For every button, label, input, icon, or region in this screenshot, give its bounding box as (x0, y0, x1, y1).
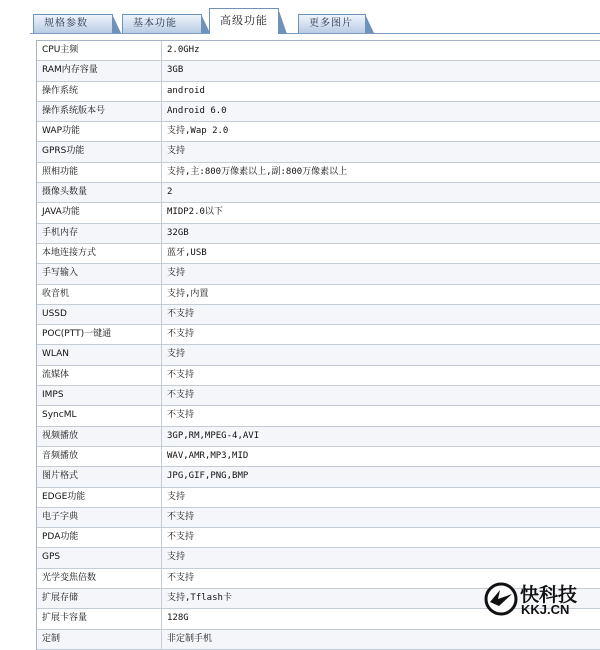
tab-more-pictures[interactable]: 更多图片 (298, 14, 366, 33)
spec-key: 视频播放 (37, 427, 162, 446)
spec-key: WLAN (37, 345, 162, 364)
spec-value: android (167, 85, 205, 96)
spec-value: 不支持 (167, 308, 195, 319)
tab-advanced-features[interactable]: 高级功能 (209, 8, 279, 34)
spec-key: GPS (37, 548, 162, 567)
spec-value: 非定制手机 (167, 633, 213, 644)
table-row (37, 82, 600, 102)
spec-value: 支持 (167, 349, 186, 360)
table-row (37, 508, 600, 528)
spec-key: 图片格式 (37, 467, 162, 486)
table-row (37, 224, 600, 244)
kkj-bird-logo-icon (484, 582, 518, 616)
spec-key: 流媒体 (37, 366, 162, 385)
spec-value: 2 (167, 187, 173, 198)
spec-key: 光学变焦倍数 (37, 569, 162, 588)
table-row (37, 41, 600, 61)
table-row (37, 163, 600, 183)
spec-value: 32GB (167, 227, 189, 238)
table-row (37, 488, 600, 508)
tab-specs[interactable]: 规格参数 (33, 14, 113, 33)
table-row (37, 366, 600, 386)
tab-basic-features[interactable]: 基本功能 (122, 14, 202, 33)
spec-table (36, 40, 600, 650)
spec-value: 不支持 (167, 369, 195, 380)
table-row (37, 630, 600, 650)
spec-value: 支持 (167, 268, 186, 279)
table-row (37, 244, 600, 264)
spec-key: JAVA功能 (37, 203, 162, 222)
spec-key: 收音机 (37, 285, 162, 304)
spec-key: 操作系统 (37, 82, 162, 101)
tab-bar (0, 0, 600, 35)
spec-value: 128G (167, 613, 189, 624)
table-row (37, 325, 600, 345)
spec-value: 支持,Tflash卡 (167, 593, 232, 604)
watermark-brand: 快科技 (520, 584, 578, 606)
spec-key: 音频播放 (37, 447, 162, 466)
spec-value: 不支持 (167, 532, 195, 543)
spec-key: EDGE功能 (37, 488, 162, 507)
spec-key: WAP功能 (37, 122, 162, 141)
table-row (37, 142, 600, 162)
spec-value: 不支持 (167, 390, 195, 401)
spec-key: CPU主频 (37, 41, 162, 60)
watermark (484, 580, 594, 620)
table-row (37, 183, 600, 203)
spec-key: 手机内存 (37, 224, 162, 243)
spec-value: 不支持 (167, 410, 195, 421)
watermark-url: KKJ.CN (521, 602, 570, 617)
spec-key: 手写输入 (37, 264, 162, 283)
spec-key: 本地连接方式 (37, 244, 162, 263)
spec-value: 支持,内置 (167, 288, 209, 299)
spec-value: WAV,AMR,MP3,MID (167, 450, 249, 461)
spec-value: 不支持 (167, 329, 195, 340)
table-row (37, 427, 600, 447)
spec-key: GPRS功能 (37, 142, 162, 161)
spec-key: USSD (37, 305, 162, 324)
spec-value: 蓝牙,USB (167, 247, 207, 258)
spec-value: 不支持 (167, 511, 195, 522)
table-row (37, 386, 600, 406)
spec-value: 支持 (167, 491, 186, 502)
spec-key: POC(PTT)一键通 (37, 325, 162, 344)
table-row (37, 447, 600, 467)
spec-value: Android 6.0 (167, 105, 227, 116)
table-row (37, 203, 600, 223)
spec-key: 电子字典 (37, 508, 162, 527)
table-row (37, 406, 600, 426)
spec-value: 支持,主:800万像素以上,副:800万像素以上 (167, 166, 348, 177)
table-row (37, 305, 600, 325)
spec-key: 操作系统版本号 (37, 102, 162, 121)
spec-value: 3GB (167, 65, 184, 76)
spec-value: JPG,GIF,PNG,BMP (167, 471, 249, 482)
spec-value: 支持 (167, 552, 186, 563)
table-row (37, 345, 600, 365)
spec-value: MIDP2.0以下 (167, 207, 223, 218)
spec-key: 扩展卡容量 (37, 609, 162, 628)
spec-value: 2.0GHz (167, 45, 200, 55)
spec-key: 照相功能 (37, 163, 162, 182)
spec-key: 定制 (37, 630, 162, 649)
table-row (37, 285, 600, 305)
spec-key: PDA功能 (37, 528, 162, 547)
table-row (37, 467, 600, 487)
table-row (37, 102, 600, 122)
spec-value: 支持,Wap 2.0 (167, 126, 229, 137)
spec-value: 3GP,RM,MPEG-4,AVI (167, 430, 260, 441)
spec-key: SyncML (37, 406, 162, 425)
spec-key: IMPS (37, 386, 162, 405)
table-row (37, 122, 600, 142)
table-row (37, 548, 600, 568)
spec-value: 不支持 (167, 572, 195, 583)
spec-key: RAM内存容量 (37, 61, 162, 80)
tab-divider (30, 33, 600, 34)
spec-key: 摄像头数量 (37, 183, 162, 202)
table-row (37, 264, 600, 284)
spec-key: 扩展存储 (37, 589, 162, 608)
spec-value: 支持 (167, 146, 186, 157)
table-row (37, 61, 600, 81)
table-row (37, 528, 600, 548)
